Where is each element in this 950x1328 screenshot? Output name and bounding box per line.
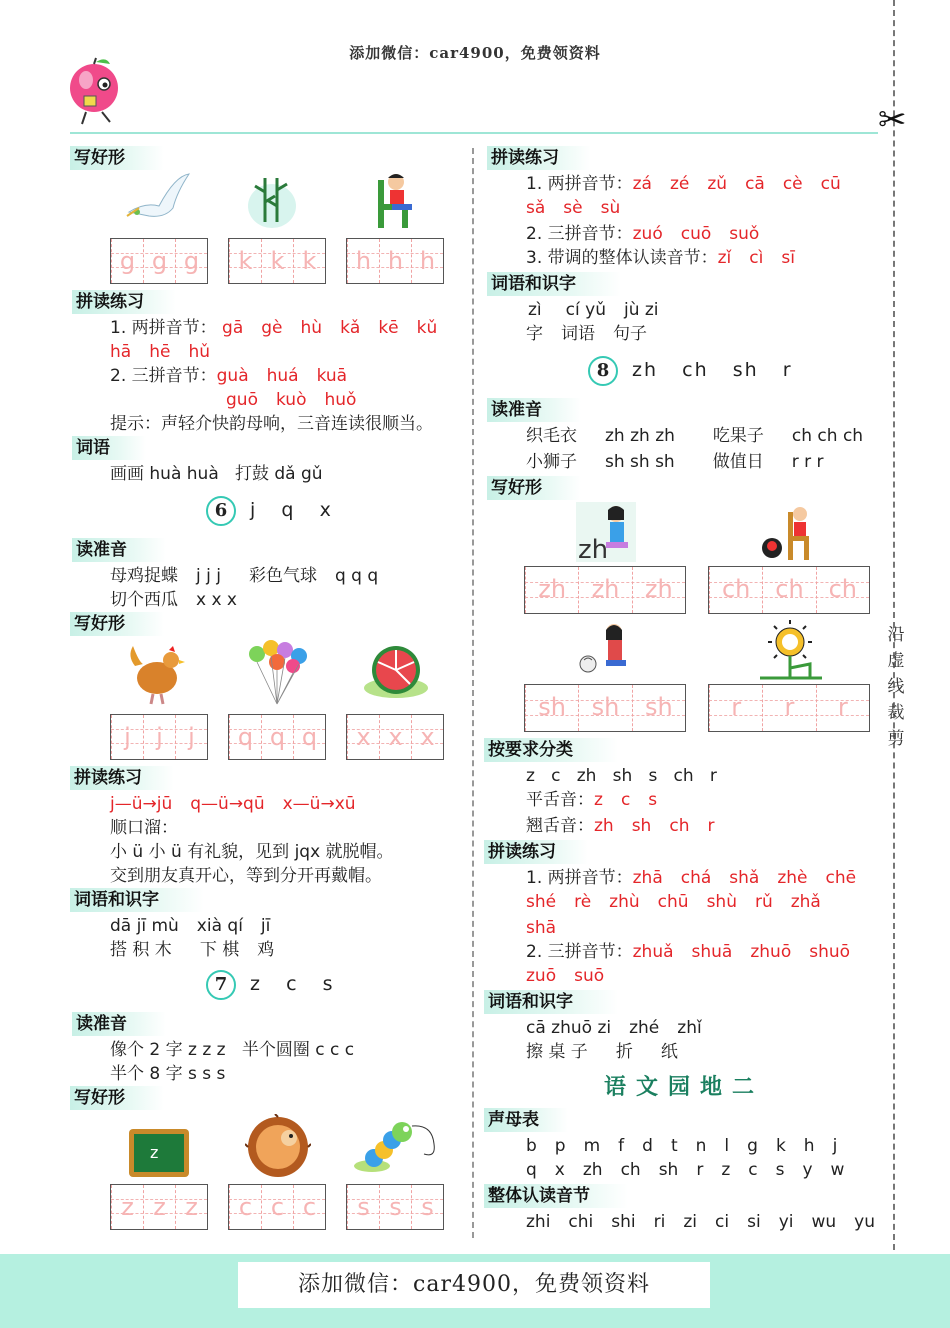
plant-icon — [247, 172, 297, 228]
section-title-shengmu: 声母表 — [484, 1108, 568, 1132]
pindu-8-line-3: shā — [526, 918, 557, 938]
pindu-tip: 提示：声轻介快韵母响，三音连读很顺当。 — [110, 414, 433, 434]
pindu-6-rhyme-2: 交到朋友真开心，等到分开再戴帽。 — [110, 866, 382, 886]
duzhunyin-8-line-2: 小狮子 sh sh sh 做值日 r r r — [526, 452, 824, 472]
writing-box-k: k k k — [228, 238, 326, 284]
section-title-fenlei: 按要求分类 — [484, 738, 618, 762]
watermelon-icon — [362, 640, 430, 702]
duzhunyin-7-line-2: 半个 8 字 s s s — [110, 1064, 226, 1084]
fenlei-qiaoshe: 翘舌音：zh sh ch r — [526, 816, 715, 836]
apple-mascot-icon — [66, 56, 130, 126]
pindu-8-line-1: 1. 两拼音节：zhā chá shǎ zhè chē — [526, 868, 857, 888]
section-title-pindu-6: 拼读练习 — [70, 766, 174, 790]
duzhunyin-6-line-1: 母鸡捉蝶 j j j 彩色气球 q q q — [110, 566, 379, 586]
pindu-6-rhyme-1: 小 ü 小 ü 有礼貌，见到 jqx 就脱帽。 — [110, 842, 394, 862]
section-title-xiehaoxing-8: 写好形 — [487, 476, 581, 500]
writing-box-r: r r r — [708, 684, 870, 732]
boy-eating-icon — [762, 502, 814, 562]
writing-box-z: z z z — [110, 1184, 208, 1230]
fenlei-letters: z c zh sh s ch r — [526, 766, 717, 786]
girl-sitting-icon — [576, 620, 634, 680]
section-title-duzhunyin-8: 读准音 — [487, 398, 581, 422]
blackboard-icon — [128, 1128, 190, 1178]
sun-icon — [760, 620, 822, 680]
writing-box-x: x x x — [346, 714, 444, 760]
shengmu-row-1: b p m f d t n l g k h j — [526, 1136, 838, 1156]
section-heading-yuwen-yuandi: 语文园地二 — [604, 1074, 765, 1100]
pindu-7-line-1: 1. 两拼音节：zá zé zǔ cā cè cū — [526, 174, 841, 194]
duzhunyin-6-line-2: 切个西瓜 x x x — [110, 590, 237, 610]
pindu-6-chain: j—ü→jū q—ü→qū x—ü→xū — [110, 794, 356, 814]
cishi-7-hanzi: 字 词语 句子 — [526, 324, 647, 344]
pindu-6-shunkouliu-label: 顺口溜： — [110, 818, 178, 838]
writing-box-sh: sh sh sh — [524, 684, 686, 732]
section-title-duzhunyin-6: 读准音 — [72, 538, 166, 562]
section-title-duzhunyin-7: 读准音 — [72, 1012, 166, 1036]
section-title-xiehaoxing-7: 写好形 — [70, 1086, 164, 1110]
section-title-xiehaoxing-6: 写好形 — [70, 612, 164, 636]
unit-8-badge: 8 — [588, 356, 618, 386]
pindu-7-line-3: 2. 三拼音节：zuó cuō suǒ — [526, 224, 760, 244]
pindu-line-4: guō kuò huǒ — [226, 390, 357, 410]
section-title-xiehaoxing: 写好形 — [70, 146, 164, 170]
pindu-line-3: 2. 三拼音节：guà huá kuā — [110, 366, 348, 386]
hedgehog-icon — [245, 1114, 311, 1180]
duzhunyin-7-line-1: 像个 2 字 z z z 半个圆圈 c c c — [110, 1040, 355, 1060]
balloons-icon — [243, 636, 313, 706]
cishi-6-hanzi: 搭 积 木 下 棋 鸡 — [110, 940, 275, 960]
section-title-ciyu: 词语 — [72, 436, 146, 460]
pindu-8-line-4: 2. 三拼音节：zhuǎ shuā zhuō shuō — [526, 942, 851, 962]
zhengti-row: zhi chi shi ri zi ci si yi wu yu — [526, 1212, 876, 1232]
top-watermark-banner: 添加微信：car4900，免费领资料 — [349, 44, 601, 62]
writing-box-q: q q q — [228, 714, 326, 760]
girl-knitting-icon — [576, 502, 636, 562]
dove-icon — [125, 172, 191, 230]
writing-box-s: s s s — [346, 1184, 444, 1230]
writing-box-ch: ch ch ch — [708, 566, 870, 614]
cut-instruction: 沿虚线裁剪 — [887, 625, 905, 749]
section-title-cishi-8: 词语和识字 — [484, 990, 618, 1014]
unit-8-letters: zh ch sh r — [632, 359, 793, 381]
unit-7-letters: z c s — [250, 973, 335, 995]
svg-text:z: z — [150, 1143, 159, 1162]
writing-box-j: j j j — [110, 714, 208, 760]
writing-box-h: h h h — [346, 238, 444, 284]
pindu-7-line-2: sǎ sè sù — [526, 198, 621, 218]
cishi-8-hanzi: 擦 桌 子 折 纸 — [526, 1042, 678, 1062]
unit-6-badge: 6 — [206, 496, 236, 526]
unit-7-badge: 7 — [206, 970, 236, 1000]
section-title-pindu: 拼读练习 — [72, 290, 176, 314]
boy-on-chair-icon — [370, 170, 426, 230]
cishi-6-pinyin: dā jī mù xià qí jī — [110, 916, 271, 936]
writing-box-c: c c c — [228, 1184, 326, 1230]
pindu-8-line-2: shé rè zhù chū shù rǔ zhǎ — [526, 892, 821, 912]
section-title-zhengti: 整体认读音节 — [484, 1184, 628, 1208]
section-title-pindu-7: 拼读练习 — [487, 146, 591, 170]
cishi-8-pinyin: cā zhuō zi zhé zhǐ — [526, 1018, 702, 1038]
writing-box-g: g g g — [110, 238, 208, 284]
rooster-icon — [125, 636, 187, 706]
duzhunyin-8-line-1: 织毛衣 zh zh zh 吃果子 ch ch ch — [526, 426, 864, 446]
unit-6-letters: j q x — [250, 499, 333, 521]
cishi-7-pinyin: zì cí yǔ jù zi — [528, 300, 659, 320]
pindu-7-line-4: 3. 带调的整体认读音节：zǐ cì sī — [526, 248, 795, 268]
scissors-icon: ✂ — [878, 100, 907, 140]
pindu-line-1: 1. 两拼音节： gā gè hù kǎ kē kǔ — [110, 318, 438, 338]
section-title-pindu-8: 拼读练习 — [484, 840, 588, 864]
caterpillar-icon — [352, 1114, 438, 1178]
fenlei-pingshe: 平舌音：z c s — [526, 790, 658, 810]
header-rule — [70, 132, 878, 134]
writing-box-zh: zh zh zh — [524, 566, 686, 614]
footer-watermark-banner: 添加微信：car4900，免费领资料 — [238, 1262, 710, 1308]
ciyu-line: 画画 huà huà 打鼓 dǎ gǔ — [110, 464, 323, 484]
section-title-cishi-7: 词语和识字 — [487, 272, 621, 296]
column-separator — [472, 148, 474, 1238]
section-title-cishi-6: 词语和识字 — [70, 888, 204, 912]
pindu-line-2: hā hē hǔ — [110, 342, 210, 362]
pindu-8-line-5: zuō suō — [526, 966, 605, 986]
shengmu-row-2: q x zh ch sh r z c s y w — [526, 1160, 845, 1180]
svg-text:zh: zh — [578, 535, 609, 562]
